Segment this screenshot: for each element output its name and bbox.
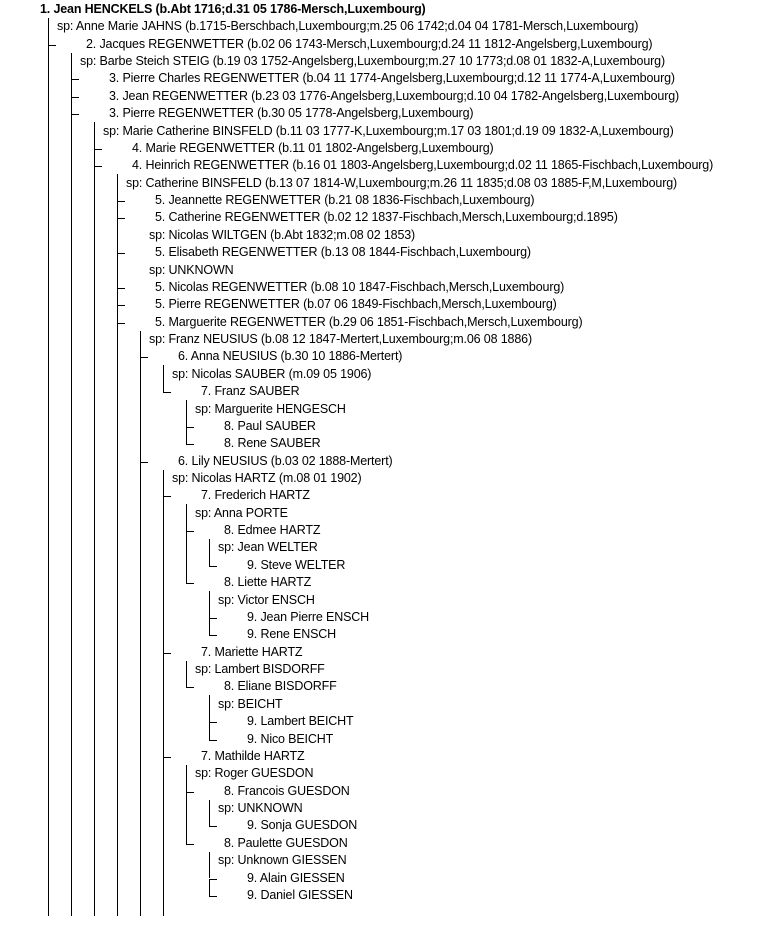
- tree-continuation-line: [117, 323, 118, 916]
- tree-connector-line: [117, 201, 118, 218]
- tree-person-row: 5. Jeannette REGENWETTER (b.21 08 1836-Fischbach,Luxembourg): [155, 193, 535, 208]
- tree-branch-line: [209, 879, 217, 880]
- tree-person-row: 8. Paul SAUBER: [224, 418, 316, 433]
- tree-person-row: 9. Alain GIESSEN: [247, 870, 345, 885]
- tree-continuation-line: [48, 45, 49, 916]
- tree-person-row: 8. Francois GUESDON: [224, 783, 350, 798]
- tree-branch-line: [186, 583, 194, 584]
- tree-branch-line: [71, 97, 79, 98]
- tree-connector-line: [94, 122, 95, 149]
- tree-connector-line: [186, 661, 187, 688]
- tree-spouse-row: sp: BEICHT: [218, 696, 283, 711]
- tree-person-row: 8. Eliane BISDORFF: [224, 679, 337, 694]
- tree-connector-line: [48, 18, 49, 45]
- tree-spouse-row: sp: Franz NEUSIUS (b.08 12 1847-Mertert,Luxembourg;m.06 08 1886): [149, 332, 532, 347]
- tree-person-row: 6. Lily NEUSIUS (b.03 02 1888-Mertert): [178, 453, 393, 468]
- tree-branch-line: [94, 166, 102, 167]
- tree-connector-line: [140, 331, 141, 358]
- tree-branch-line: [117, 253, 125, 254]
- tree-person-row: 5. Elisabeth REGENWETTER (b.13 08 1844-Fischbach,Luxembourg): [155, 245, 531, 260]
- tree-person-row: 9. Daniel GIESSEN: [247, 887, 353, 902]
- tree-spouse-row: sp: Nicolas SAUBER (m.09 05 1906): [172, 366, 372, 381]
- tree-person-row: 9. Nico BEICHT: [247, 731, 334, 746]
- tree-person-row: 3. Jean REGENWETTER (b.23 03 1776-Angelsberg,Luxembourg;d.10 04 1782-Angelsberg,Luxembourg): [109, 88, 680, 103]
- tree-connector-line: [117, 253, 118, 288]
- tree-branch-line: [71, 114, 79, 115]
- tree-person-row: 2. Jacques REGENWETTER (b.02 06 1743-Mersch,Luxembourg;d.24 11 1812-Angelsberg,Luxembourg): [86, 36, 653, 51]
- tree-branch-line: [163, 757, 171, 758]
- tree-continuation-line: [140, 462, 141, 916]
- tree-spouse-row: sp: Catherine BINSFELD (b.13 07 1814-W,Luxembourg;m.26 11 1835;d.08 03 1885-F,M,Luxembourg): [126, 175, 678, 190]
- tree-person-row: 7. Frederich HARTZ: [201, 488, 310, 503]
- tree-connector-line: [209, 879, 210, 896]
- tree-branch-line: [186, 687, 194, 688]
- tree-person-row: 6. Anna NEUSIUS (b.30 10 1886-Mertert): [178, 349, 403, 364]
- tree-connector-line: [117, 305, 118, 322]
- tree-person-row: 1. Jean HENCKELS (b.Abt 1716;d.31 05 1786-Mersch,Luxembourg): [40, 2, 426, 16]
- tree-connector-line: [163, 653, 164, 757]
- tree-branch-line: [163, 653, 171, 654]
- tree-connector-line: [186, 427, 187, 444]
- tree-branch-line: [186, 531, 194, 532]
- tree-connector-line: [186, 504, 187, 531]
- tree-connector-line: [140, 357, 141, 461]
- tree-spouse-row: sp: Lambert BISDORFF: [195, 662, 325, 677]
- tree-connector-line: [209, 800, 210, 827]
- tree-branch-line: [209, 618, 217, 619]
- tree-person-row: 9. Jean Pierre ENSCH: [247, 609, 370, 624]
- tree-connector-line: [117, 288, 118, 305]
- tree-person-row: 5. Pierre REGENWETTER (b.07 06 1849-Fischbach,Mersch,Luxembourg): [155, 297, 557, 312]
- tree-connector-line: [209, 591, 210, 618]
- tree-person-row: 7. Mariette HARTZ: [201, 644, 303, 659]
- tree-person-row: 3. Pierre Charles REGENWETTER (b.04 11 1774-Angelsberg,Luxembourg;d.12 11 1774-A,Luxembourg): [109, 71, 675, 86]
- tree-person-row: 8. Edmee HARTZ: [224, 523, 321, 538]
- tree-person-row: 4. Heinrich REGENWETTER (b.16 01 1803-Angelsberg,Luxembourg;d.02 11 1865-Fischbach,Luxembourg): [132, 158, 714, 173]
- tree-spouse-row: sp: Jean WELTER: [218, 540, 318, 555]
- tree-branch-line: [48, 45, 56, 46]
- tree-branch-line: [209, 826, 217, 827]
- tree-person-row: 5. Catherine REGENWETTER (b.02 12 1837-Fischbach,Mersch,Luxembourg;d.1895): [155, 210, 618, 225]
- tree-branch-line: [94, 149, 102, 150]
- tree-continuation-line: [71, 114, 72, 916]
- tree-connector-line: [71, 79, 72, 96]
- tree-continuation-line: [94, 166, 95, 916]
- tree-person-row: 3. Pierre REGENWETTER (b.30 05 1778-Angelsberg,Luxembourg): [109, 106, 474, 121]
- tree-branch-line: [140, 462, 148, 463]
- tree-spouse-row: sp: Marguerite HENGESCH: [195, 401, 346, 416]
- tree-connector-line: [186, 531, 187, 583]
- tree-branch-line: [163, 496, 171, 497]
- tree-spouse-row: sp: UNKNOWN: [149, 262, 234, 277]
- tree-branch-line: [209, 566, 217, 567]
- tree-spouse-row: sp: Anne Marie JAHNS (b.1715-Berschbach,Luxembourg;m.25 06 1742;d.04 04 1781-Mersch,Luxembourg): [57, 19, 639, 34]
- tree-connector-line: [186, 792, 187, 844]
- tree-branch-line: [140, 357, 148, 358]
- tree-branch-line: [71, 79, 79, 80]
- tree-person-row: 5. Nicolas REGENWETTER (b.08 10 1847-Fischbach,Mersch,Luxembourg): [155, 279, 565, 294]
- tree-spouse-row: sp: Victor ENSCH: [218, 592, 315, 607]
- tree-branch-line: [163, 392, 171, 393]
- tree-connector-line: [71, 53, 72, 80]
- tree-branch-line: [209, 740, 217, 741]
- tree-spouse-row: sp: Barbe Steich STEIG (b.19 03 1752-Angelsberg,Luxembourg;m.27 10 1773;d.08 01 1832-A,Luxembourg): [80, 54, 665, 69]
- tree-spouse-row: sp: Roger GUESDON: [195, 766, 314, 781]
- tree-person-row: 5. Marguerite REGENWETTER (b.29 06 1851-Fischbach,Mersch,Luxembourg): [155, 314, 583, 329]
- tree-branch-line: [117, 288, 125, 289]
- tree-connector-line: [186, 400, 187, 427]
- tree-connector-line: [94, 149, 95, 166]
- tree-person-row: 9. Lambert BEICHT: [247, 714, 354, 729]
- tree-branch-line: [209, 722, 217, 723]
- tree-branch-line: [117, 323, 125, 324]
- tree-spouse-row: sp: Nicolas WILTGEN (b.Abt 1832;m.08 02 1853): [149, 227, 416, 242]
- tree-connector-line: [163, 496, 164, 652]
- tree-branch-line: [186, 844, 194, 845]
- tree-connector-line: [117, 174, 118, 201]
- tree-person-row: 7. Franz SAUBER: [201, 384, 300, 399]
- tree-branch-line: [186, 427, 194, 428]
- tree-connector-line: [209, 618, 210, 635]
- tree-person-row: 9. Steve WELTER: [247, 557, 346, 572]
- tree-spouse-row: sp: Anna PORTE: [195, 505, 288, 520]
- tree-continuation-line: [163, 757, 164, 916]
- tree-person-row: 8. Rene SAUBER: [224, 436, 321, 451]
- tree-branch-line: [209, 896, 217, 897]
- tree-branch-line: [186, 444, 194, 445]
- tree-person-row: 7. Mathilde HARTZ: [201, 748, 305, 763]
- tree-branch-line: [209, 635, 217, 636]
- tree-connector-line: [186, 765, 187, 792]
- tree-spouse-row: sp: Unknown GIESSEN: [218, 853, 347, 868]
- tree-person-row: 4. Marie REGENWETTER (b.11 01 1802-Angelsberg,Luxembourg): [132, 140, 494, 155]
- tree-connector-line: [71, 97, 72, 114]
- tree-connector-line: [117, 218, 118, 253]
- tree-branch-line: [117, 201, 125, 202]
- tree-connector-line: [163, 365, 164, 392]
- tree-person-row: 8. Liette HARTZ: [224, 575, 312, 590]
- tree-branch-line: [186, 792, 194, 793]
- tree-connector-line: [209, 852, 210, 879]
- tree-connector-line: [209, 695, 210, 722]
- tree-connector-line: [163, 470, 164, 497]
- tree-connector-line: [209, 539, 210, 566]
- tree-person-row: 8. Paulette GUESDON: [224, 835, 348, 850]
- tree-spouse-row: sp: UNKNOWN: [218, 801, 303, 816]
- tree-branch-line: [117, 218, 125, 219]
- tree-spouse-row: sp: Marie Catherine BINSFELD (b.11 03 1777-K,Luxembourg;m.17 03 1801;d.19 09 1832-A,Luxembourg): [103, 123, 674, 138]
- tree-spouse-row: sp: Nicolas HARTZ (m.08 01 1902): [172, 470, 362, 485]
- tree-person-row: 9. Sonja GUESDON: [247, 818, 358, 833]
- tree-person-row: 9. Rene ENSCH: [247, 627, 337, 642]
- tree-connector-line: [209, 722, 210, 739]
- tree-branch-line: [117, 305, 125, 306]
